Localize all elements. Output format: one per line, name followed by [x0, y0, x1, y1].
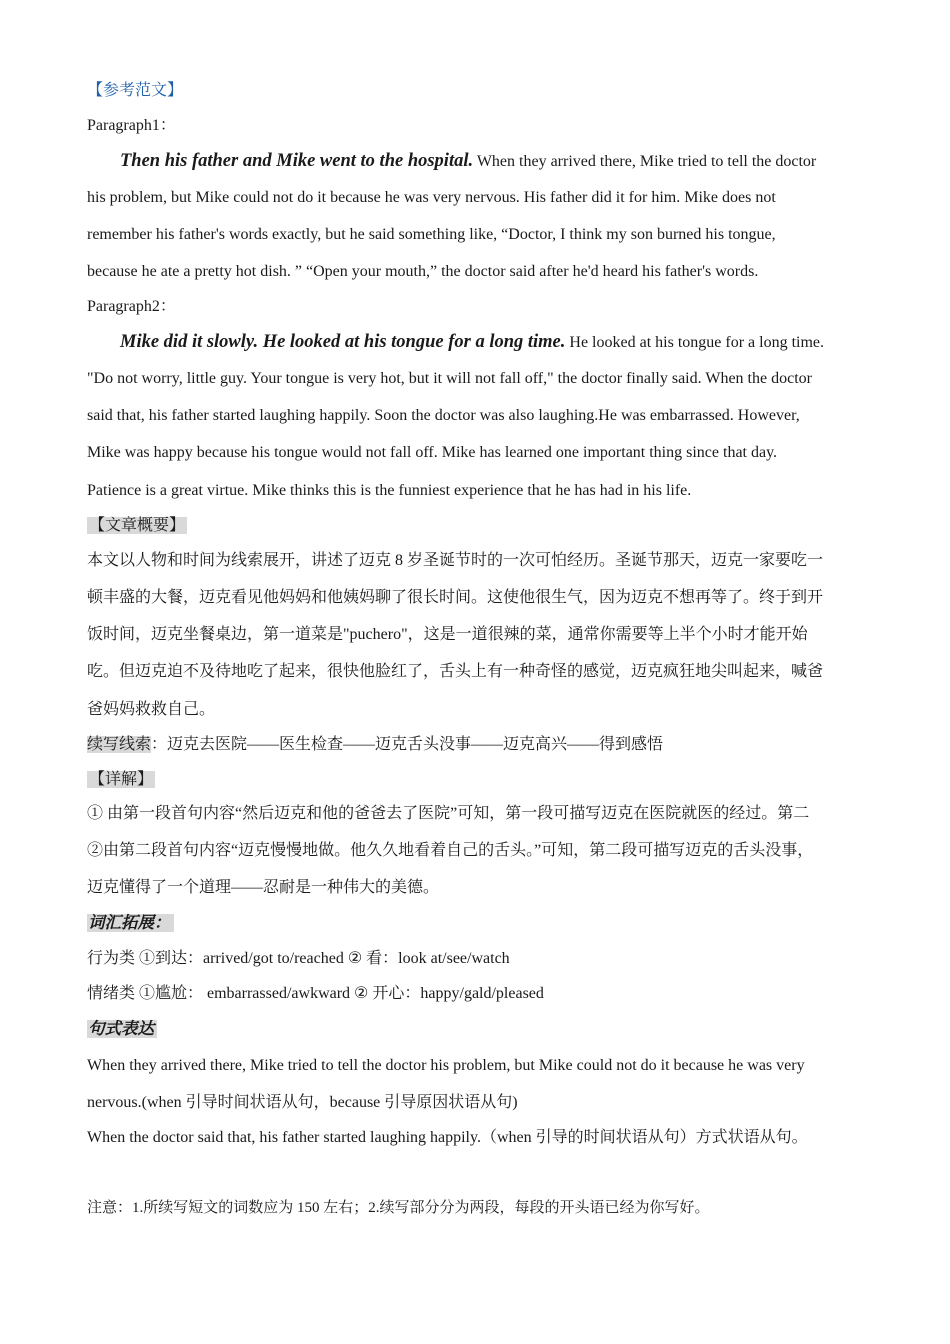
paragraph1-line-1: [87, 146, 816, 177]
summary-section: [87, 511, 187, 541]
paragraph1-lead: Then his father and Mike went to the hospital.: [120, 151, 474, 171]
detail-line-3: 迈克懂得了一个道理——忍耐是一种伟大的美德。: [87, 879, 440, 896]
detail-line-2: ②由第二段首句内容“迈克慢慢地做。他久久地看着自己的舌头。”可知，第二段可描写迈克的舌头没事，: [87, 842, 814, 859]
paragraph2-text-1: He looked at his tongue for a long time.: [569, 334, 824, 351]
clue-text: ：迈克去医院——医生检查——迈克舌头没事——迈克高兴——得到感悟: [151, 736, 664, 753]
detail-tag: 【详解】: [89, 771, 154, 788]
paragraph1-line-3: remember his father's words exactly, but he said something like, “Doctor, I think my son burned his tongue,: [87, 226, 776, 243]
detail-line-1: ① 由第一段首句内容“然后迈克和他的爸爸去了医院”可知，第一段可描写迈克在医院就医的经过。第二: [87, 805, 810, 822]
detail-section: [87, 765, 155, 795]
summary-line-4: 吃。但迈克迫不及待地吃了起来，很快他脸红了，舌头上有一种奇怪的感觉，迈克疯狂地尖叫起来，喊爸: [87, 663, 824, 680]
vocab-line-2: 情绪类 ①尴尬： embarrassed/awkward ② 开心：happy/gald/pleased: [87, 985, 544, 1002]
paragraph2-line-2: "Do not worry, little guy. Your tongue is very hot, but it will not fall off," the doctor finally said. When the doctor: [87, 370, 812, 387]
paragraph1-line-4: because he ate a pretty hot dish. ” “Open your mouth,” the doctor said after he'd heard his father's words.: [87, 263, 759, 280]
summary-line-3: 饭时间，迈克坐餐桌边，第一道菜是"puchero"，这是一道很辣的菜，通常你需要等上半个小时才能开始: [87, 626, 808, 643]
summary-line-1: 本文以人物和时间为线索展开，讲述了迈克 8 岁圣诞节时的一次可怕经历。圣诞节那天，迈克一家要吃一: [87, 552, 824, 569]
sentence-line-1: When they arrived there, Mike tried to tell the doctor his problem, but Mike could not do it because he was very: [87, 1057, 805, 1074]
summary-line-2: 顿丰盛的大餐，迈克看见他妈妈和他姨妈聊了很长时间。这使他很生气，因为迈克不想再等了。终于到开: [87, 589, 824, 606]
summary-line-5: 爸妈妈救救自己。: [87, 701, 216, 718]
note: 注意：1.所续写短文的词数应为 150 左右；2.续写部分分为两段，每段的开头语已经为你写好。: [87, 1200, 710, 1216]
clue-label: 续写线索: [87, 736, 152, 753]
paragraph2-line-3: said that, his father started laughing happily. Soon the doctor was also laughing.He was embarrassed. However,: [87, 407, 800, 424]
sentence-line-2: nervous.(when 引导时间状语从句，because 引导原因状语从句): [87, 1094, 518, 1111]
sentence-line-3: When the doctor said that, his father started laughing happily.（when 引导的时间状语从句）方式状语从句。: [87, 1129, 808, 1146]
paragraph2-line-4: Mike was happy because his tongue would not fall off. Mike has learned one important thing since that day.: [87, 444, 778, 461]
paragraph2-line-5: Patience is a great virtue. Mike thinks this is the funniest experience that he has had in his life.: [87, 482, 692, 499]
vocab-heading: 词汇拓展：: [87, 914, 174, 932]
continuation-clue: [87, 730, 663, 760]
paragraph1-text-1: When they arrived there, Mike tried to tell the doctor: [476, 153, 817, 170]
paragraph1-line-2: his problem, but Mike could not do it because he was very nervous. His father did it for him. Mike does not: [87, 189, 776, 206]
sentence-heading-row: [87, 1014, 157, 1045]
reference-essay-title: 【参考范文】: [87, 82, 184, 99]
vocab-heading-row: [87, 908, 174, 939]
paragraph2-label: Paragraph2：: [87, 298, 176, 315]
sentence-heading: 句式表达: [87, 1020, 157, 1038]
paragraph1-label: Paragraph1：: [87, 117, 176, 134]
vocab-line-1: 行为类 ①到达：arrived/got to/reached ② 看：look at/see/watch: [87, 950, 510, 967]
paragraph2-line-1: [87, 327, 824, 358]
paragraph2-lead: Mike did it slowly. He looked at his tongue for a long time.: [120, 332, 566, 352]
summary-tag: 【文章概要】: [89, 517, 186, 534]
